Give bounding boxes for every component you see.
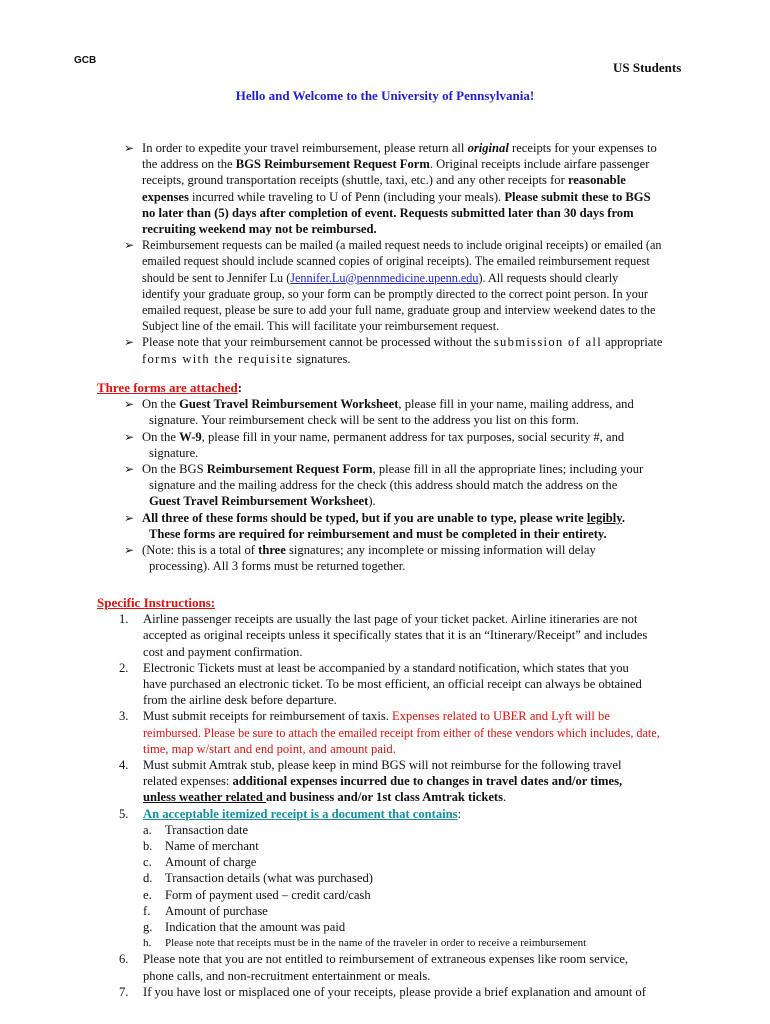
instruction-3: 3. Must submit receipts for reimbursement of taxis. Expenses related to UBER and Lyft will be reimbursed. Please be sure to attach the emailed receipt from either of these vendors which includes, date, time, map w/start and end point, and amount paid. <box>119 709 660 756</box>
intro-bullets <box>124 140 724 367</box>
list-item: a. Transaction date <box>143 822 249 837</box>
us-students-label: US Students <box>613 60 682 75</box>
welcome-title: Hello and Welcome to the University of Pennsylvania! <box>235 88 535 103</box>
list-item: b. Name of merchant <box>143 839 259 854</box>
intro-bullet-2: ➢ Reimbursement requests can be mailed (a mailed request needs to include original receipts) or emailed (an emailed request should include scanned copies of original receipts). The emailed reimbursement request should be sent to Jennifer Lu (Jennifer.Lu@pennmedicine.upenn.edu). All requests should clearly identify your graduate group, so your form can be promptly directed to the correct point person. In your emailed request, please be sure to add your full name, graduate group and interview weekend dates to the Subject line of the email. This will facilitate your reimbursement request. <box>124 238 662 334</box>
specific-section <box>97 595 727 1000</box>
itemized-receipt-heading: An acceptable itemized receipt is a document that contains <box>143 806 458 821</box>
instruction-6: 6. Please note that you are not entitled to reimbursement of extraneous expenses like room service, phone calls, and non-recruitment entertainment or meals. <box>119 952 629 983</box>
list-item: h. Please note that receipts must be in the name of the traveler in order to receive a reimbursement <box>143 937 587 950</box>
forms-bullet-2: ➢ On the W-9, please fill in your name, permanent address for tax purposes, social security #, and signature. <box>124 429 625 460</box>
forms-bullet-1: ➢ On the Guest Travel Reimbursement Worksheet, please fill in your name, mailing address, and signature. Your reimbursement check will be sent to the address you list on this form. <box>124 397 634 428</box>
list-item: c. Amount of charge <box>143 855 257 870</box>
list-item: f. Amount of purchase <box>143 903 268 918</box>
email-link[interactable]: Jennifer.Lu@pennmedicine.upenn.edu <box>290 270 479 285</box>
specific-heading: Specific Instructions: <box>97 595 216 610</box>
arrow-bullet-icon: ➢ <box>124 543 135 558</box>
instruction-2: 2. Electronic Tickets must at least be accompanied by a standard notification, which states that you have purchased an electronic ticket. To be most efficient, an official receipt can always be obtained from the airline desk before departure. <box>119 660 642 708</box>
forms-bullet-4: ➢ All three of these forms should be typed, but if you are unable to type, please write legibly. These forms are required for reimbursement and must be completed in their entirety. <box>124 510 626 541</box>
list-item: e. Form of payment used – credit card/cash <box>143 887 371 902</box>
arrow-bullet-icon: ➢ <box>124 462 135 477</box>
arrow-bullet-icon: ➢ <box>124 397 135 412</box>
forms-section: Three forms are attached: ➢ On the Guest Travel Reimbursement Worksheet, please fill in your name, mailing address, and signature. Your reimbursement check will be sent to the address you list on this form. ➢ On the W-9, please fill in your name, permanent address for tax purposes, social security #, and signature. ➢ On the BGS Reimbursement Request Form, please fill in all the appropriate lines; including your signature and the mailing address for the check (this address should match the address on the Guest Travel Reimbursement Worksheet). ➢ All three of these forms should be typed, but if you are unable to type, please write legibly. These forms are required for reimbursement and must be completed in their entirety. ➢ (Note: this is a total of three signatures; any incomplete or missing information will delay processing). All 3 forms must be returned together. <box>97 380 717 574</box>
instruction-7: 7. If you have lost or misplaced one of your receipts, please provide a brief explanation and amount of <box>119 984 646 999</box>
intro-bullet-3: ➢ Please note that your reimbursement cannot be processed without the submission of all appropriate forms with the requisite signatures. <box>124 335 663 366</box>
arrow-bullet-icon: ➢ <box>124 238 135 253</box>
forms-heading: Three forms are attached <box>97 380 238 395</box>
forms-bullet-3: ➢ On the BGS Reimbursement Request Form, please fill in all the appropriate lines; including your signature and the mailing address for the check (this address should match the address on the Guest Travel Reimbursement Worksheet). <box>124 462 644 509</box>
arrow-bullet-icon: ➢ <box>124 141 135 155</box>
intro-bullet-1: ➢ In order to expedite your travel reimbursement, please return all original receipts for your expenses to the address on the BGS Reimbursement Request Form. Original receipts include airfare passenger receipts, ground transportation receipts (shuttle, taxi, etc.) and any other receipts for reasonable expenses incurred while traveling to U of Penn (including your meals). Please submit these to BGS no later than (5) days after completion of event. Requests submitted later than 30 days from recruiting weekend may not be reimbursed. <box>124 141 657 237</box>
arrow-bullet-icon: ➢ <box>124 335 135 350</box>
instruction-1: 1. Airline passenger receipts are usually the last page of your ticket packet. Airline itineraries are not accepted as original receipts unless it specifically states that it is an “Itinerary/Receipt” and includes cost and payment confirmation. <box>119 612 648 659</box>
arrow-bullet-icon: ➢ <box>124 510 135 525</box>
instruction-4: 4. Must submit Amtrak stub, please keep in mind BGS will not reimburse for the following travel related expenses: additional expenses incurred due to changes in travel dates and/or times, unless weather related and business and/or 1st class Amtrak tickets. <box>119 758 623 805</box>
itemized-list <box>143 822 727 952</box>
forms-bullet-5: ➢ (Note: this is a total of three signatures; any incomplete or missing information will delay processing). All 3 forms must be returned together. <box>124 543 596 574</box>
list-item: g. Indication that the amount was paid <box>143 920 346 935</box>
arrow-bullet-icon: ➢ <box>124 429 135 444</box>
gcb-label: GCB <box>74 55 97 66</box>
instruction-5: 5. An acceptable itemized receipt is a document that contains: a. Transaction date b. Name of merchant c. Amount of charge d. Transaction details (what was purchased) e. Form of payment used – credit card/cash f. Amount of purchase g. Indication that the amount was paid h. Please note that receipts must be in the name of the traveler in order to receive a reimbursement <box>97 806 727 952</box>
list-item: d. Transaction details (what was purchased) <box>143 871 373 886</box>
